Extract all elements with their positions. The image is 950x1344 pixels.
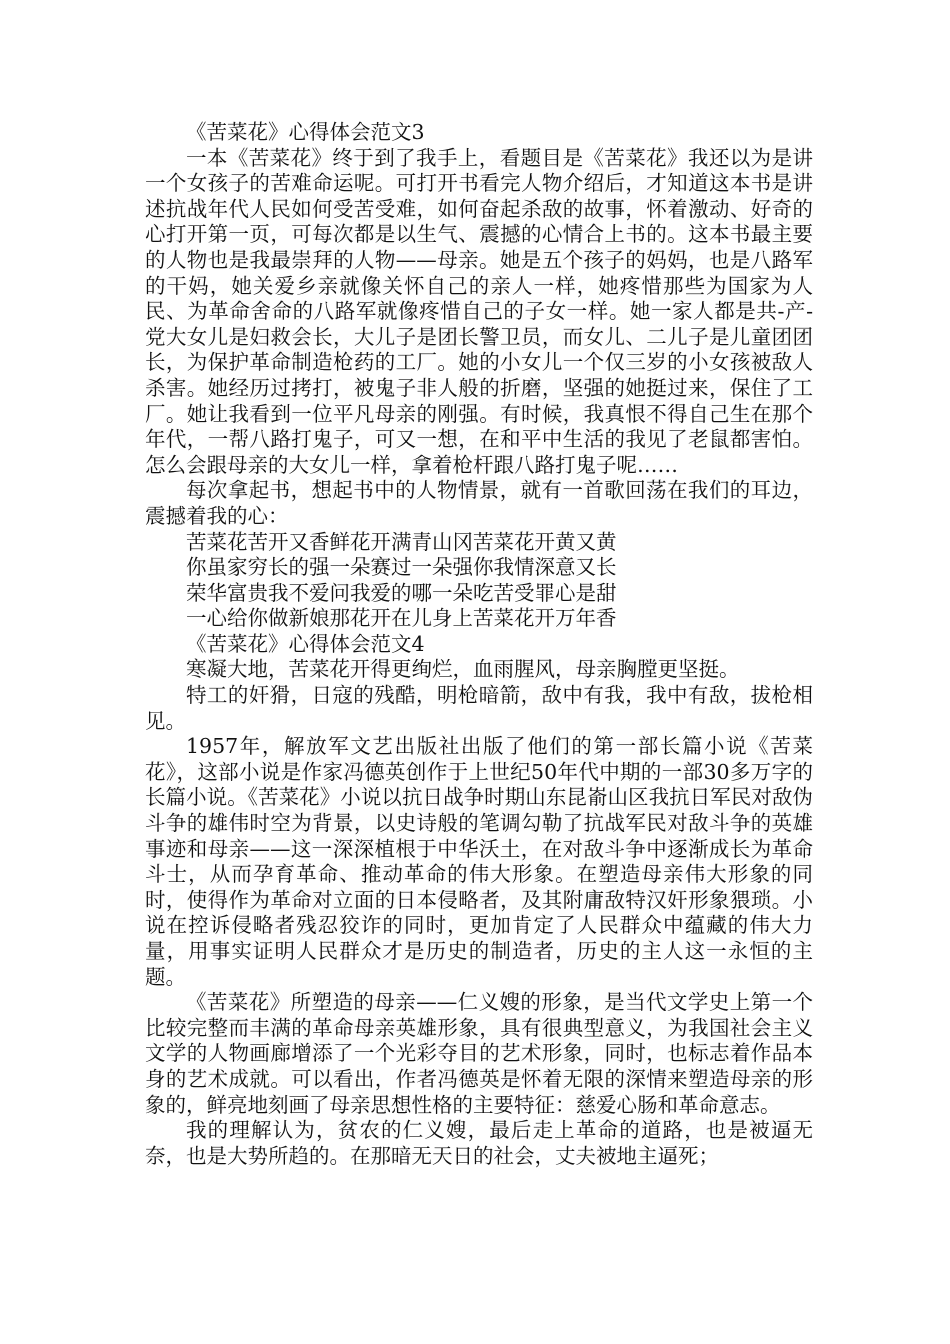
- paragraph: 我的理解认为，贫农的仁义嫂，最后走上革命的道路，也是被逼无奈，也是大势所趋的。在那暗无天日的社会，丈夫被地主逼死；: [145, 1118, 813, 1168]
- paragraph: 《苦菜花》所塑造的母亲——仁义嫂的形象，是当代文学史上第一个比较完整而丰满的革命母亲英雄形象，具有很典型意义，为我国社会主义文学的人物画廊增添了一个光彩夺目的艺术形象，同时，也标志着作品本身的艺术成就。可以看出，作者冯德英是怀着无限的深情来塑造母亲的形象的，鲜亮地刻画了母亲思想性格的主要特征：慈爱心肠和革命意志。: [145, 990, 813, 1117]
- heading-essay-3: 《苦菜花》心得体会范文3: [186, 120, 425, 144]
- paragraph: 1957年，解放军文艺出版社出版了他们的第一部长篇小说《苦菜花》，这部小说是作家冯德英创作于上世纪50年代中期的一部30多万字的长篇小说。《苦菜花》小说以抗日战争时期山东昆嵛山区我抗日军民对敌伪斗争的雄伟时空为背景，以史诗般的笔调勾勒了抗战军民对敌斗争的英雄事迹和母亲——这一深深植根于中华沃土，在对敌斗争中逐渐成长为革命斗士，从而孕育革命、推动革命的伟大形象。在塑造母亲伟大形象的同时，使得作为革命对立面的日本侵略者，及其附庸敌特汉奸形象猥琐。小说在控诉侵略者残忍狡诈的同时，更加肯定了人民群众中蕴藏的伟大力量，用事实证明人民群众才是历史的制造者，历史的主人这一永恒的主题。: [145, 734, 813, 989]
- paragraph: 一本《苦菜花》终于到了我手上，看题目是《苦菜花》我还以为是讲一个女孩子的苦难命运呢。可打开书看完人物介绍后，才知道这本书是讲述抗战年代人民如何受苦受难，如何奋起杀敌的故事，怀着激动、好奇的心打开第一页，可每次都是以生气、震撼的心情合上书的。这本书最主要的人物也是我最崇拜的人物——母亲。她是五个孩子的妈妈，也是八路军的干妈，她关爱乡亲就像关怀自己的亲人一样，她疼惜那些为国家为人民、为革命舍命的八路军就像疼惜自己的子女一样。她一家人都是共-产-党大女儿是妇救会长，大儿子是团长警卫员，而女儿、二儿子是儿童团团长，为保护革命制造枪药的工厂。她的小女儿一个仅三岁的小女孩被敌人杀害。她经历过拷打，被鬼子非人般的折磨，坚强的她挺过来，保住了工厂。她让我看到一位平凡母亲的刚强。有时候，我真恨不得自己生在那个年代，一帮八路打鬼子，可又一想，在和平中生活的我见了老鼠都害怕。怎么会跟母亲的大女儿一样，拿着枪杆跟八路打鬼子呢……: [145, 145, 813, 477]
- song-line: 一心给你做新娘那花开在儿身上苦菜花开万年香: [186, 606, 617, 631]
- document-page: [145, 120, 813, 1169]
- paragraph: 特工的奸猾，日寇的残酷，明枪暗箭，敌中有我，我中有敌，拔枪相见。: [145, 683, 813, 733]
- paragraph: 每次拿起书，想起书中的人物情景，就有一首歌回荡在我们的耳边，震撼着我的心：: [145, 478, 813, 528]
- song-line: 苦菜花苦开又香鲜花开满青山冈苦菜花开黄又黄: [186, 529, 617, 554]
- heading-essay-4: 《苦菜花》心得体会范文4: [186, 631, 425, 656]
- song-line: 荣华富贵我不爱问我爱的哪一朵吃苦受罪心是甜: [186, 580, 617, 605]
- song-line: 你虽家穷长的强一朵赛过一朵强你我情深意又长: [186, 555, 617, 580]
- paragraph: 寒凝大地，苦菜花开得更绚烂，血雨腥风，母亲胸膛更坚挺。: [186, 657, 740, 682]
